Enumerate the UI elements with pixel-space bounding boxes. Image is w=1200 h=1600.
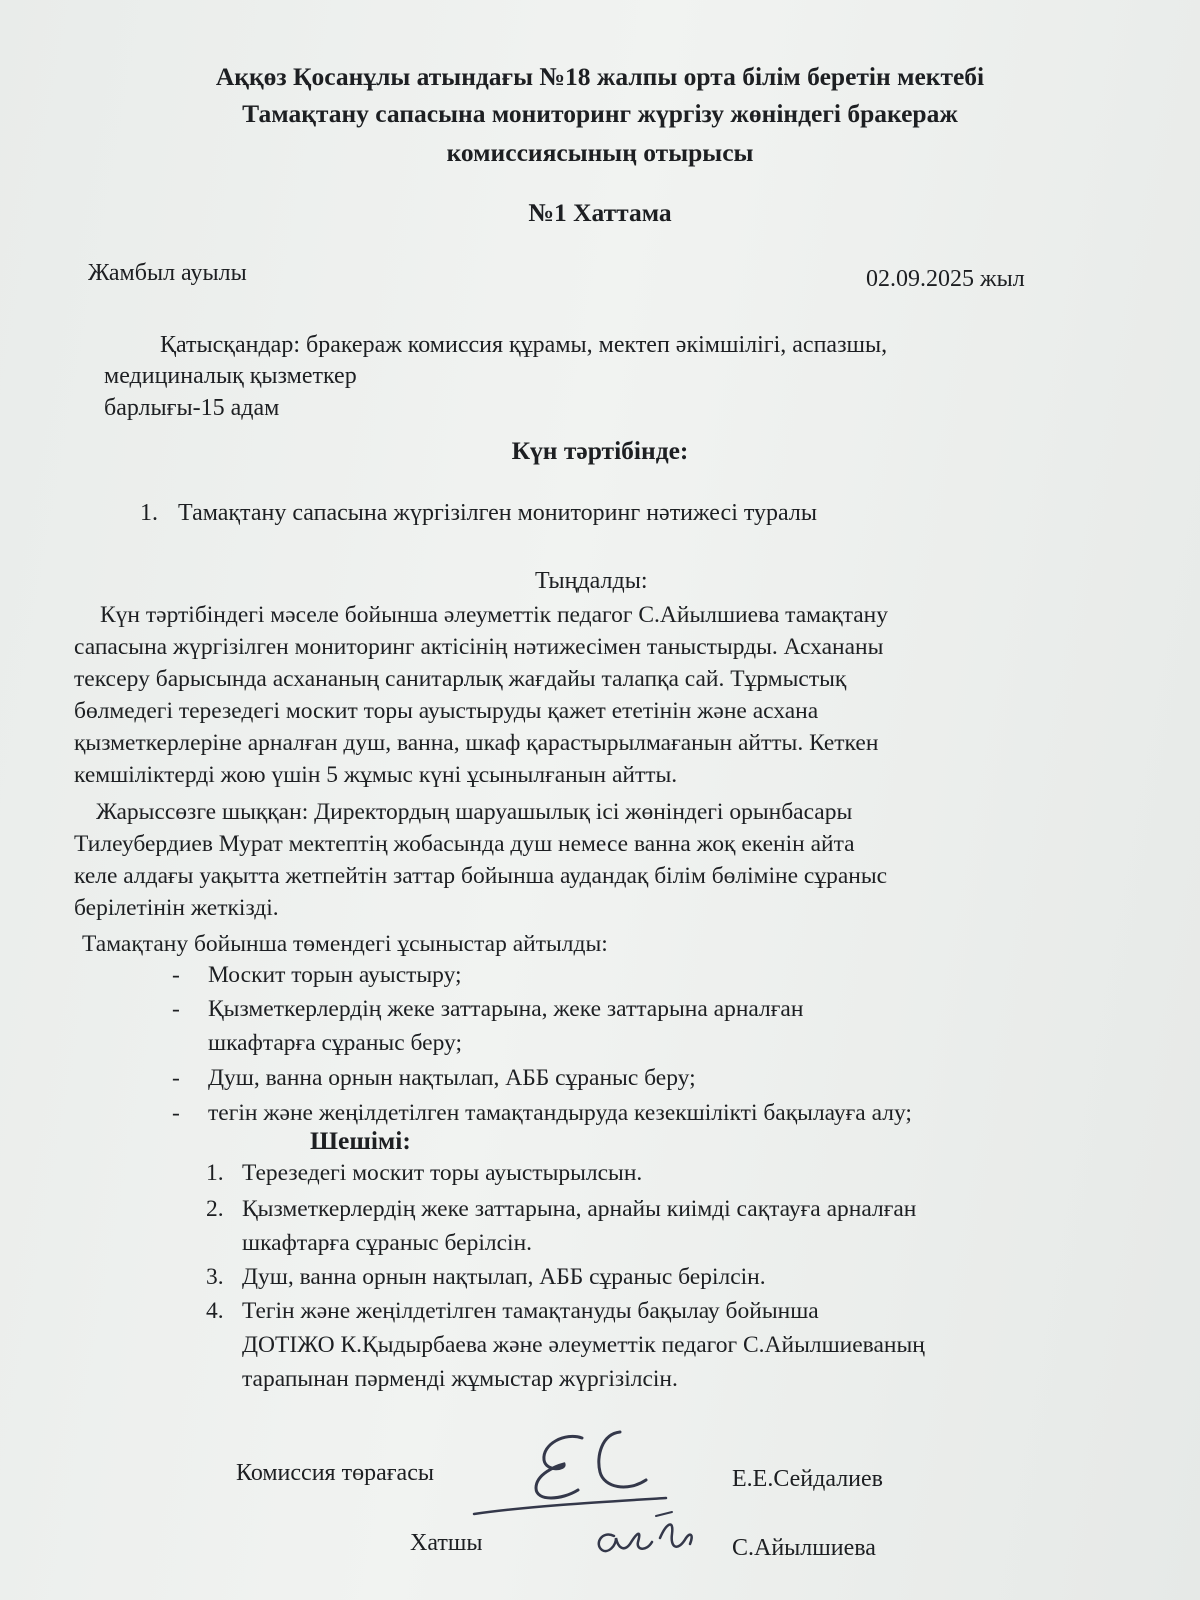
chair-name: Е.Е.Сейдалиев [732, 1466, 883, 1492]
participants-line: медициналық қызметкер [104, 363, 357, 389]
decision-title: Шешімі: [310, 1126, 411, 1155]
secretary-signature [590, 1508, 700, 1564]
decision-item: ДОТІЖО К.Қыдырбаева және әлеуметтік педагог С.Айылшиеваның [242, 1332, 925, 1358]
proposal-dash: - [172, 962, 180, 988]
proposal-item: Москит торын ауыстыру; [208, 962, 462, 988]
decision-number: 4. [206, 1298, 224, 1324]
secretary-name: С.Айылшиева [732, 1535, 876, 1561]
proposal-dash: - [172, 996, 180, 1022]
proposals-intro: Тамақтану бойынша төмендегі ұсыныстар айтылды: [82, 931, 608, 957]
debate-line: берілетінін жеткізді. [74, 895, 279, 921]
heard-line: бөлмедегі терезедегі москит торы ауыстыруды қажет ететінін және асхана [74, 698, 819, 724]
heard-line: сапасына жүргізілген мониторинг актісінің нәтижесімен таныстырды. Асхананы [74, 634, 884, 660]
proposal-item: Душ, ванна орнын нақтылап, АББ сұраныс беру; [208, 1065, 696, 1091]
heard-line: кемшіліктерді жою үшін 5 жұмыс күні ұсынылғанын айтты. [74, 762, 678, 788]
decision-number: 1. [206, 1160, 224, 1186]
debate-line: келе алдағы уақытта жетпейтін заттар бойынша аудандақ білім бөліміне сұраныс [74, 863, 888, 889]
commission-title: Тамақтану сапасына мониторинг жүргізу жөніндегі бракераж [242, 99, 958, 128]
decision-item: Терезедегі москит торы ауыстырылсын. [242, 1160, 643, 1186]
protocol-title: №1 Хаттама [528, 198, 672, 227]
heard-line: тексеру барысында асхананың санитарлық жағдайы талапқа сай. Тұрмыстық [74, 666, 847, 692]
proposal-dash: - [172, 1065, 180, 1091]
commission-subtitle: комиссиясының отырысы [446, 138, 754, 167]
decision-item: тарапынан пәрменді жұмыстар жүргізілсін. [242, 1366, 678, 1392]
decision-item: Тегін және жеңілдетілген тамақтануды бақылау бойынша [242, 1298, 819, 1324]
decision-item: шкафтарға сұраныс берілсін. [242, 1230, 533, 1256]
proposal-dash: - [172, 1100, 180, 1126]
participants-total: барлығы-15 адам [104, 395, 280, 421]
proposal-item: шкафтарға сұраныс беру; [208, 1030, 463, 1056]
decision-number: 2. [206, 1196, 224, 1222]
debate-line: Жарыссөзге шыққан: Директордың шаруашылық ісі жөніндегі орынбасары [96, 799, 853, 825]
agenda-title: Күн тәртібінде: [511, 436, 689, 465]
secretary-label: Хатшы [410, 1530, 483, 1556]
heard-line: Күн тәртібіндегі мәселе бойынша әлеуметтік педагог С.Айылшиева тамақтану [100, 602, 889, 628]
proposal-item: Қызметкерлердің жеке заттарына, жеке заттарына арналған [208, 996, 804, 1022]
chair-label: Комиссия төрағасы [236, 1460, 434, 1486]
debate-line: Тилеубердиев Мурат мектептің жобасында душ немесе ванна жоқ екенін айта [74, 831, 855, 857]
decision-item: Душ, ванна орнын нақтылап, АББ сұраныс берілсін. [242, 1264, 766, 1290]
heard-title: Тыңдалды: [535, 568, 648, 594]
decision-item: Қызметкерлердің жеке заттарына, арнайы киімді сақтауға арналған [242, 1196, 917, 1222]
proposal-item: тегін және жеңілдетілген тамақтандыруда кезекшілікті бақылауға алу; [208, 1100, 912, 1126]
place: Жамбыл ауылы [88, 260, 247, 286]
heard-line: қызметкерлеріне арналған душ, ванна, шкаф қарастырылмағанын айтты. Кеткен [74, 730, 879, 756]
school-name: Аққөз Қосанұлы атындағы №18 жалпы орта білім беретін мектебі [215, 62, 985, 91]
agenda-item-number: 1. [140, 500, 158, 526]
agenda-item: Тамақтану сапасына жүргізілген мониторинг нәтижесі туралы [178, 500, 817, 526]
date: 02.09.2025 жыл [866, 266, 1025, 292]
participants-line: Қатысқандар: бракераж комиссия құрамы, мектеп әкімшілігі, аспазшы, [160, 332, 888, 358]
decision-number: 3. [206, 1264, 224, 1290]
